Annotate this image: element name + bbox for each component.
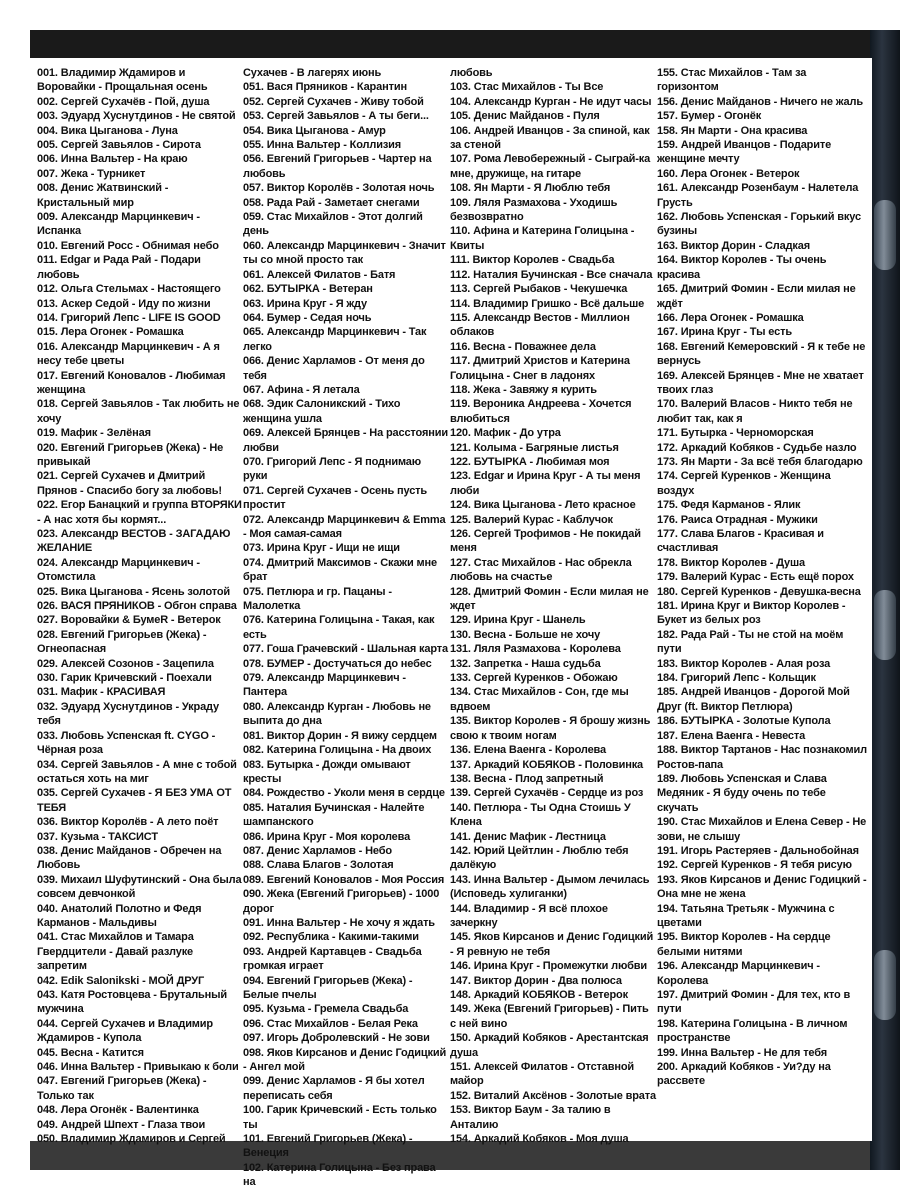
track-entry: 020. Евгений Григорьев (Жека) - Не привыкай	[37, 441, 224, 468]
track-entry: 193. Яков Кирсанов и Денис Годицкий - Она мне не жена	[657, 873, 867, 901]
track-entry: 165. Дмитрий Фомин - Если милая не ждёт	[657, 283, 856, 310]
track-entry: 152. Виталий Аксёнов - Золотые врата	[450, 1089, 656, 1102]
track-entry: 191. Игорь Растеряев - Дальнобойная	[657, 844, 859, 857]
track-entry: 160. Лера Огонек - Ветерок	[657, 167, 800, 180]
track-entry: 064. Бумер - Седая ночь	[243, 311, 372, 324]
track-entry: 150. Аркадий Кобяков - Арестантская душа	[450, 1032, 649, 1059]
track-entry: 145. Яков Кирсанов и Денис Годицкий - Я ревную не тебя	[450, 931, 654, 958]
track-entry: 059. Стас Михайлов - Этот долгий день	[243, 211, 423, 238]
track-entry: 120. Мафик - До утра	[450, 427, 561, 440]
track-entry: 090. Жека (Евгений Григорьев) - 1000 дорог	[243, 888, 440, 915]
track-entry: 132. Запретка - Наша судьба	[450, 657, 601, 670]
track-entry: 113. Сергей Рыбаков - Чекушечка	[450, 283, 628, 296]
track-entry: 070. Григорий Лепс - Я поднимаю руки	[243, 455, 422, 483]
track-entry: 180. Сергей Куренков - Девушка-весна	[657, 585, 861, 598]
track-entry: 137. Аркадий КОБЯКОВ - Половинка	[450, 758, 644, 771]
track-entry: 075. Петлюра и гр. Пацаны - Малолетка	[243, 585, 392, 613]
track-entry: 019. Мафик - Зелёная	[37, 427, 151, 440]
track-entry: 146. Ирина Круг - Промежутки любви	[450, 960, 647, 973]
track-entry: 129. Ирина Круг - Шанель	[450, 614, 586, 627]
track-entry: 021. Сергей Сухачев и Дмитрий Прянов - Спасибо богу за любовь!	[37, 470, 222, 497]
track-entry: 074. Дмитрий Максимов - Скажи мне брат	[243, 556, 437, 584]
track-entry: 018. Сергей Завьялов - Так любить не хочу	[37, 398, 240, 425]
bottom-border	[0, 1170, 900, 1200]
track-entry: 110. Афина и Катерина Голицына - Квиты	[450, 225, 635, 252]
track-entry: 095. Кузьма - Гремела Свадьба	[243, 1003, 409, 1016]
track-entry: 186. БУТЫРКА - Золотые Купола	[657, 715, 831, 728]
track-entry: 106. Андрей Иванцов - За спиной, как за стеной	[450, 124, 650, 152]
track-entry: 076. Катерина Голицына - Такая, как есть	[243, 614, 435, 641]
left-border	[0, 30, 30, 1170]
track-entry: 066. Денис Харламов - От меня до тебя	[243, 355, 425, 382]
tracklist-page	[30, 58, 872, 1189]
track-entry: 169. Алексей Брянцев - Мне не хватает твоих глаз	[657, 369, 864, 396]
track-entry: 077. Гоша Грачевский - Шальная карта	[243, 643, 448, 656]
track-entry: 101. Евгений Григорьев (Жека) - Венеция	[243, 1133, 413, 1160]
track-entry: 107. Рома Левобережный - Сыграй-ка мне, дружище, на гитаре	[450, 153, 651, 180]
track-entry: 198. Катерина Голицына - В личном пространстве	[657, 1017, 848, 1045]
track-entry: 153. Виктор Баум - За талию в Анталию	[450, 1104, 611, 1131]
track-entry: 031. Мафик - КРАСИВАЯ	[37, 686, 166, 699]
track-entry: 098. Яков Кирсанов и Денис Годицкий - Ангел мой	[243, 1046, 447, 1074]
track-entry: 032. Эдуард Хуснутдинов - Украду тебя	[37, 700, 219, 728]
track-entry: 116. Весна - Поважнее дела	[450, 340, 596, 353]
track-entry: Сухачев - В лагерях июнь	[243, 67, 382, 79]
track-entry: 197. Дмитрий Фомин - Для тех, кто в пути	[657, 989, 851, 1016]
track-entry: 138. Весна - Плод запретный	[450, 772, 604, 785]
track-entry: 148. Аркадий КОБЯКОВ - Ветерок	[450, 989, 628, 1001]
track-entry: 185. Андрей Иванцов - Дорогой Мой Друг (ft. Виктор Петлюра)	[657, 686, 850, 713]
track-entry: 182. Рада Рай - Ты не стой на моём пути	[657, 628, 844, 656]
track-entry: 144. Владимир - Я всё плохое зачеркну	[450, 902, 608, 929]
track-entry: 036. Виктор Королёв - А лето поёт	[37, 816, 219, 829]
track-entry: 013. Аскер Седой - Иду по жизни	[37, 297, 211, 310]
track-entry: 151. Алексей Филатов - Отставной майор	[450, 1061, 635, 1088]
track-entry: 184. Григорий Лепс - Кольщик	[657, 672, 816, 685]
track-entry: 103. Стас Михайлов - Ты Все	[450, 81, 604, 94]
track-entry: 028. Евгений Григорьев (Жека) - Огнеопасная	[37, 628, 207, 656]
track-entry: 093. Андрей Картавцев - Свадьба громкая играет	[243, 945, 422, 973]
track-entry: 060. Александр Марцинкевич - Значит ты со мной просто так	[243, 239, 446, 267]
track-entry: 119. Вероника Андреева - Хочется влюбиться	[450, 398, 632, 425]
track-entry: 179. Валерий Курас - Есть ещё порох	[657, 571, 854, 584]
track-entry: 023. Александр ВЕСТОВ - ЗАГАДАЮ ЖЕЛАНИЕ	[37, 528, 231, 555]
track-entry: 038. Денис Майданов - Обречен на Любовь	[37, 844, 222, 872]
track-entry: 069. Алексей Брянцев - На расстоянии любви	[243, 427, 448, 454]
track-entry: 167. Ирина Круг - Ты есть	[657, 326, 792, 339]
track-entry: 155. Стас Михайлов - Там за горизонтом	[657, 67, 807, 94]
track-entry: 134. Стас Михайлов - Сон, где мы вдвоем	[450, 686, 629, 713]
cover-decoration	[874, 950, 896, 1020]
track-entry: 056. Евгений Григорьев - Чартер на любовь	[243, 153, 432, 180]
track-entry: 022. Егор Банацкий и группа ВТОРЯКИ - А нас хотя бы кормят...	[37, 499, 242, 526]
track-entry: 157. Бумер - Огонёк	[657, 110, 762, 123]
track-entry: 081. Виктор Дорин - Я вижу сердцем	[243, 729, 437, 742]
track-entry: 045. Весна - Катится	[37, 1046, 144, 1059]
track-entry: 176. Раиса Отрадная - Мужики	[657, 513, 818, 526]
track-entry: 108. Ян Марти - Я Люблю тебя	[450, 182, 611, 195]
track-entry: 014. Григорий Лепс - LIFE IS GOOD	[37, 311, 221, 324]
track-entry: 063. Ирина Круг - Я жду	[243, 297, 367, 310]
track-entry: 078. БУМЕР - Достучаться до небес	[243, 657, 432, 670]
track-entry: 127. Стас Михайлов - Нас обрекла любовь на счастье	[450, 556, 632, 584]
track-entry: 136. Елена Ваенга - Королева	[450, 744, 606, 757]
track-entry: 173. Ян Марти - За всё тебя благодарю	[657, 455, 863, 468]
track-entry: 200. Аркадий Кобяков - Уи?ду на рассвете	[657, 1061, 831, 1088]
track-entry: 015. Лера Огонек - Ромашка	[37, 326, 184, 339]
track-entry: 079. Александр Марцинкевич - Пантера	[243, 672, 406, 699]
track-entry: 123. Edgar и Ирина Круг - А ты меня люби	[450, 470, 641, 497]
track-entry: 046. Инна Вальтер - Привыкаю к боли	[37, 1061, 239, 1074]
track-entry: 142. Юрий Цейтлин - Люблю тебя далёкую	[450, 844, 629, 872]
track-entry: 054. Вика Цыганова - Амур	[243, 124, 386, 137]
track-entry: 049. Андрей Шпехт - Глаза твои	[37, 1118, 206, 1131]
track-entry: 017. Евгений Коновалов - Любимая женщина	[37, 369, 226, 396]
track-entry: 012. Ольга Стельмах - Настоящего	[37, 283, 221, 296]
track-entry: 122. БУТЫРКА - Любимая моя	[450, 455, 610, 468]
track-entry: 008. Денис Жатвинский - Кристальный мир	[37, 182, 169, 209]
tracklist-column-3	[450, 66, 656, 1146]
album-cover-edge	[870, 30, 900, 1170]
track-entry: 117. Дмитрий Христов и Катерина Голицына - Снег в ладонях	[450, 355, 630, 382]
track-entry: 111. Виктор Королев - Свадьба	[450, 254, 615, 267]
track-entry: 089. Евгений Коновалов - Моя Россия	[243, 873, 445, 886]
cover-decoration	[874, 590, 896, 660]
track-entry: 051. Вася Пряников - Карантин	[243, 81, 407, 94]
track-entry: 196. Александр Марцинкевич - Королева	[657, 960, 820, 987]
track-entry: 002. Сергей Сухачёв - Пой, душа	[37, 95, 210, 108]
track-entry: 130. Весна - Больше не хочу	[450, 628, 601, 641]
track-entry: 166. Лера Огонек - Ромашка	[657, 311, 804, 324]
track-entry: 159. Андрей Иванцов - Подарите женщине мечту	[657, 139, 832, 166]
track-entry: 073. Ирина Круг - Ищи не ищи	[243, 542, 400, 555]
track-entry: 135. Виктор Королев - Я брошу жизнь свою к твоим ногам	[450, 715, 651, 742]
track-entry: 194. Татьяна Третьяк - Мужчина с цветами	[657, 902, 835, 929]
track-entry: 181. Ирина Круг и Виктор Королев - Букет из белых роз	[657, 600, 846, 627]
track-entry: 177. Слава Благов - Красивая и счастливая	[657, 528, 824, 555]
top-border	[0, 0, 900, 30]
track-entry: 125. Валерий Курас - Каблучок	[450, 513, 613, 526]
track-entry: 055. Инна Вальтер - Коллизия	[243, 139, 402, 152]
track-entry: 009. Александр Марцинкевич - Испанка	[37, 211, 200, 238]
track-entry: 007. Жека - Турникет	[37, 167, 146, 180]
track-entry: 072. Александр Марцинкевич & Emma - Моя самая-самая	[243, 513, 446, 540]
track-entry: 071. Сергей Сухачев - Осень пусть простит	[243, 484, 428, 512]
track-entry: 174. Сергей Куренков - Женщина воздух	[657, 470, 831, 497]
track-entry: 097. Игорь Добролевский - Не зови	[243, 1032, 430, 1045]
track-entry: 027. Воровайки & БумеR - Ветерок	[37, 614, 221, 627]
tracklist-column-1	[37, 66, 242, 1146]
track-entry: 044. Сергей Сухачев и Владимир Ждамиров - Купола	[37, 1017, 213, 1045]
track-entry: 082. Катерина Голицына - На двоих	[243, 744, 432, 757]
track-entry: 105. Денис Майданов - Пуля	[450, 110, 600, 123]
track-entry: 024. Александр Марцинкевич - Отомстила	[37, 556, 200, 584]
track-entry: 140. Петлюра - Ты Одна Стоишь У Клена	[450, 801, 631, 829]
track-entry: 195. Виктор Королев - На сердце белыми нитями	[657, 931, 831, 958]
track-entry: 170. Валерий Власов - Никто тебя не любит так, как я	[657, 398, 853, 425]
track-entry: 175. Федя Карманов - Ялик	[657, 499, 801, 512]
track-entry: 016. Александр Марцинкевич - А я несу тебе цветы	[37, 340, 220, 368]
track-entry: 065. Александр Марцинкевич - Так легко	[243, 326, 427, 353]
track-entry: 104. Александр Курган - Не идут часы	[450, 95, 652, 108]
tracklist-columns	[37, 66, 872, 1189]
track-entry: 172. Аркадий Кобяков - Судьбе назло	[657, 441, 857, 454]
track-entry: 099. Денис Харламов - Я бы хотел переписать себя	[243, 1075, 425, 1102]
track-entry: 088. Слава Благов - Золотая	[243, 859, 394, 872]
track-entry: 006. Инна Вальтер - На краю	[37, 153, 188, 166]
track-entry: 183. Виктор Королев - Алая роза	[657, 657, 831, 670]
track-entry: 061. Алексей Филатов - Батя	[243, 268, 396, 281]
track-entry: 112. Наталия Бучинская - Все сначала	[450, 268, 653, 281]
track-entry: 118. Жека - Завяжу я курить	[450, 383, 597, 396]
track-entry: 037. Кузьма - ТАКСИСТ	[37, 830, 158, 843]
track-entry: 042. Edik Salonikski - МОЙ ДРУГ	[37, 974, 205, 987]
track-entry: 171. Бутырка - Черноморская	[657, 427, 814, 440]
track-entry: 143. Инна Вальтер - Дымом лечилась (Исповедь хулиганки)	[450, 873, 650, 901]
track-entry: 100. Гарик Кричевский - Есть только ты	[243, 1104, 437, 1131]
track-entry: 005. Сергей Завьялов - Сирота	[37, 139, 201, 152]
track-entry: 131. Ляля Размахова - Королева	[450, 643, 621, 656]
track-entry: любовь	[450, 67, 493, 79]
track-entry: 033. Любовь Успенская ft. CYGO - Чёрная роза	[37, 729, 216, 757]
track-entry: 102. Катерина Голицына - Без права на	[243, 1161, 436, 1189]
track-entry: 062. БУТЫРКА - Ветеран	[243, 283, 373, 296]
track-entry: 050. Владимир Ждамиров и Сергей	[37, 1133, 226, 1146]
track-entry: 189. Любовь Успенская и Слава Медяник - Я буду очень по тебе скучать	[657, 772, 827, 814]
track-entry: 048. Лера Огонёк - Валентинка	[37, 1104, 199, 1117]
track-entry: 158. Ян Марти - Она красива	[657, 124, 808, 137]
track-entry: 040. Анатолий Полотно и Федя Карманов - Мальдивы	[37, 902, 202, 929]
track-entry: 163. Виктор Дорин - Сладкая	[657, 239, 811, 252]
track-entry: 034. Сергей Завьялов - А мне с тобой остаться хоть на миг	[37, 758, 237, 785]
track-entry: 109. Ляля Размахова - Уходишь безвозвратно	[450, 196, 618, 224]
track-entry: 178. Виктор Королев - Душа	[657, 556, 805, 569]
track-entry: 001. Владимир Ждамиров и Воровайки - Прощальная осень	[37, 67, 208, 94]
cover-decoration	[874, 200, 896, 270]
track-entry: 057. Виктор Королёв - Золотая ночь	[243, 182, 435, 195]
track-entry: 043. Катя Ростовцева - Брутальный мужчина	[37, 989, 227, 1016]
track-entry: 190. Стас Михайлов и Елена Север - Не зови, не слышу	[657, 816, 867, 843]
track-entry: 035. Сергей Сухачев - Я БЕЗ УМА ОТ ТЕБЯ	[37, 787, 232, 814]
track-entry: 030. Гарик Кричевский - Поехали	[37, 672, 212, 685]
track-entry: 096. Стас Михайлов - Белая Река	[243, 1017, 418, 1030]
track-entry: 039. Михаил Шуфутинский - Она была совсем девчонкой	[37, 873, 242, 901]
track-entry: 156. Денис Майданов - Ничего не жаль	[657, 95, 863, 108]
track-entry: 139. Сергей Сухачёв - Сердце из роз	[450, 787, 644, 800]
track-entry: 084. Рождество - Уколи меня в сердце	[243, 787, 445, 800]
track-entry: 052. Сергей Сухачев - Живу тобой	[243, 95, 424, 108]
track-entry: 083. Бутырка - Дожди омывают кресты	[243, 758, 411, 785]
track-entry: 068. Эдик Салоникский - Тихо женщина ушла	[243, 398, 401, 425]
track-entry: 025. Вика Цыганова - Ясень золотой	[37, 585, 231, 598]
track-entry: 115. Александр Вестов - Миллион облаков	[450, 311, 630, 339]
track-entry: 199. Инна Вальтер - Не для тебя	[657, 1046, 828, 1059]
track-entry: 047. Евгений Григорьев (Жека) - Только так	[37, 1075, 207, 1102]
track-entry: 003. Эдуард Хуснутдинов - Не святой	[37, 110, 236, 123]
track-entry: 053. Сергей Завьялов - А ты беги...	[243, 110, 429, 123]
track-entry: 192. Сергей Куренков - Я тебя рисую	[657, 859, 852, 872]
track-entry: 168. Евгений Кемеровский - Я к тебе не вернусь	[657, 340, 866, 368]
track-entry: 029. Алексей Созонов - Зацепила	[37, 657, 214, 670]
track-entry: 187. Елена Ваенга - Невеста	[657, 729, 806, 742]
track-entry: 149. Жека (Евгений Григорьев) - Пить с ней вино	[450, 1003, 649, 1030]
track-entry: 126. Сергей Трофимов - Не покидай меня	[450, 528, 641, 555]
track-entry: 188. Виктор Тартанов - Нас познакомил Ростов-папа	[657, 744, 867, 771]
track-entry: 094. Евгений Григорьев (Жека) - Белые пчелы	[243, 974, 413, 1001]
track-entry: 080. Александр Курган - Любовь не выпита до дна	[243, 700, 431, 728]
tracklist-column-4	[657, 66, 869, 1136]
track-entry: 087. Денис Харламов - Небо	[243, 844, 392, 857]
track-entry: 010. Евгений Росс - Обнимая небо	[37, 239, 219, 252]
track-entry: 124. Вика Цыганова - Лето красное	[450, 499, 636, 512]
track-entry: 041. Стас Михайлов и Тамара Гвердцители - Давай разлуке запретим	[37, 931, 194, 973]
track-entry: 147. Виктор Дорин - Два полюса	[450, 974, 622, 987]
track-entry: 141. Денис Мафик - Лестница	[450, 830, 606, 843]
track-entry: 026. ВАСЯ ПРЯНИКОВ - Обгон справа	[37, 600, 237, 613]
track-entry: 164. Виктор Королев - Ты очень красива	[657, 254, 827, 281]
track-entry: 121. Колыма - Багряные листья	[450, 441, 619, 454]
track-entry: 058. Рада Рай - Заметает снегами	[243, 196, 420, 209]
track-entry: 162. Любовь Успенская - Горький вкус бузины	[657, 211, 861, 238]
track-entry: 085. Наталия Бучинская - Налейте шампанского	[243, 801, 425, 829]
track-entry: 114. Владимир Гришко - Всё дальше	[450, 297, 645, 310]
tracklist-column-2	[243, 66, 448, 1189]
track-entry: 133. Сергей Куренков - Обожаю	[450, 672, 618, 685]
track-entry: 086. Ирина Круг - Моя королева	[243, 830, 411, 843]
track-entry: 154. Аркадий Кобяков - Моя душа	[450, 1133, 629, 1146]
track-entry: 161. Александр Розенбаум - Налетела Грусть	[657, 182, 859, 209]
track-entry: 128. Дмитрий Фомин - Если милая не ждет	[450, 585, 649, 613]
track-entry: 004. Вика Цыганова - Луна	[37, 124, 178, 137]
track-entry: 092. Республика - Какими-такими	[243, 931, 419, 944]
track-entry: 011. Edgar и Рада Рай - Подари любовь	[37, 254, 201, 281]
track-entry: 091. Инна Вальтер - Не хочу я ждать	[243, 916, 435, 929]
track-entry: 067. Афина - Я летала	[243, 383, 360, 396]
